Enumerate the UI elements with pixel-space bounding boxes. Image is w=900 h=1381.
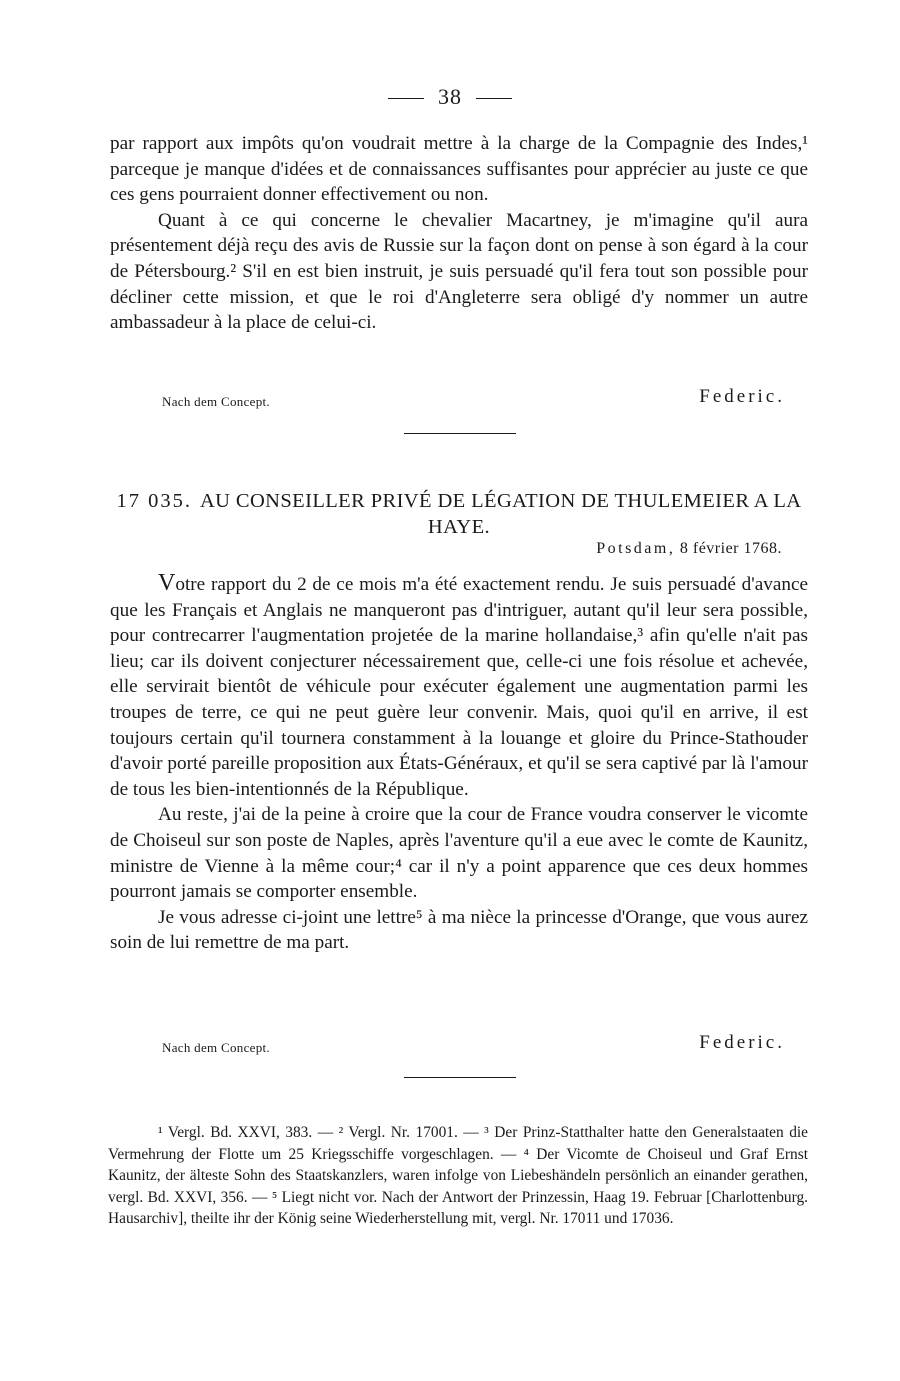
letter2-paragraph: Je vous adresse ci-joint une lettre⁵ à ma nièce la princesse d'Orange, que vous aurez soin de lui remettre de ma part. xyxy=(110,906,808,954)
letter1-signature: Federic. xyxy=(699,386,785,407)
footnotes-text: ¹ Vergl. Bd. XXVI, 383. — ² Vergl. Nr. 17001. — ³ Der Prinz-Statthalter hatte den Generalstaaten die Vermehrung der Flotte um 25 Kriegsschiffe vorgeschlagen. — ⁴ Der Vicomte de Choiseul und Graf Ernst Kaunitz, der älteste Sohn des Staatskanzlers, waren infolge von Liebeshändeln persönlich an einander gerathen, vergl. Bd. XXVI, 356. — ⁵ Liegt nicht vor. Nach der Antwort der Prinzessin, Haag 19. Februar [Charlottenburg. Hausarchiv], theilte ihr der König seine Wiederherstellung mit, vergl. Nr. 17011 und 17036. xyxy=(108,1124,808,1227)
page-number xyxy=(0,84,900,110)
footnote-divider xyxy=(404,1077,516,1078)
letter2-paragraph xyxy=(110,571,808,802)
footnotes xyxy=(108,1122,808,1230)
page-number-dash-left xyxy=(388,98,424,99)
letter2-closing xyxy=(110,1032,785,1058)
page-number-value: 38 xyxy=(438,84,462,109)
letter2-concept-note: Nach dem Concept. xyxy=(162,1040,270,1055)
letter2-paragraph-text: otre rapport du 2 de ce mois m'a été exactement rendu. Je suis persuadé d'avance que les Français et Anglais ne manqueront pas d'intriguer, autant qu'il leur sera possible, pour contrecarrer l'augmentation projetée de la marine hollandaise,³ afin qu'elle n'ait pas lieu; car ils doivent conjecturer nécessairement que, celle-ci une fois résolue et achevée, elle servirait bientôt de véhicule pour exécuter également une augmentation parmi les troupes de terre, ce qui ne peut guère leur convenir. Mais, quoi qu'il en arrive, il est toujours certain qu'il tournera constamment à la louange et gloire du Prince-Stathouder d'avoir porté pareille proposition aux États-Généraux, et qu'il se sera captivé par là l'amour de tous les bien-intentionnés de la République. xyxy=(110,574,808,800)
letter1-paragraph: Quant à ce qui concerne le chevalier Macartney, je m'imagine qu'il aura présentement déjà reçu des avis de Russie sur la façon dont on pense à son égard à la cour de Pétersbourg.² S'il en est bien instruit, je suis persuadé qu'il fera tout son possible pour décliner cette mission, et que le roi d'Angleterre sera obligé d'y nommer un autre ambassadeur à la place de celui-ci. xyxy=(110,209,808,334)
letter2-date: 8 février 1768. xyxy=(679,540,782,557)
letter2-heading xyxy=(110,488,808,540)
letter1-concept-note: Nach dem Concept. xyxy=(162,394,270,409)
letter2-dateline xyxy=(596,540,782,558)
letter2-initial: V xyxy=(158,570,176,596)
letter2-signature: Federic. xyxy=(699,1032,785,1053)
letter2-title: AU CONSEILLER PRIVÉ DE LÉGATION DE THULEMEIER A LA HAYE. xyxy=(199,490,802,538)
letter2-number: 17 035. xyxy=(116,490,192,512)
letter2-paragraph: Au reste, j'ai de la peine à croire que la cour de France voudra conserver le vicomte de Choiseul sur son poste de Naples, après l'aventure qu'il a eue avec le comte de Kaunitz, ministre de Vienne à la même cour;⁴ car il n'y a point apparence que ces deux hommes pourront jamais se comporter ensemble. xyxy=(110,804,808,903)
letter1-closing xyxy=(110,386,785,412)
section-divider xyxy=(404,433,516,434)
letter2-date-place: Potsdam, xyxy=(596,540,676,557)
letter1-body xyxy=(110,131,808,336)
page-number-dash-right xyxy=(476,98,512,99)
letter1-paragraph: par rapport aux impôts qu'on voudrait mettre à la charge de la Compagnie des Indes,¹ parceque je manque d'idées et de connaissances suffisantes pour apprécier au juste ce que ces gens pourraient donner effectivement ou non. xyxy=(110,133,808,206)
letter2-body xyxy=(110,571,808,956)
